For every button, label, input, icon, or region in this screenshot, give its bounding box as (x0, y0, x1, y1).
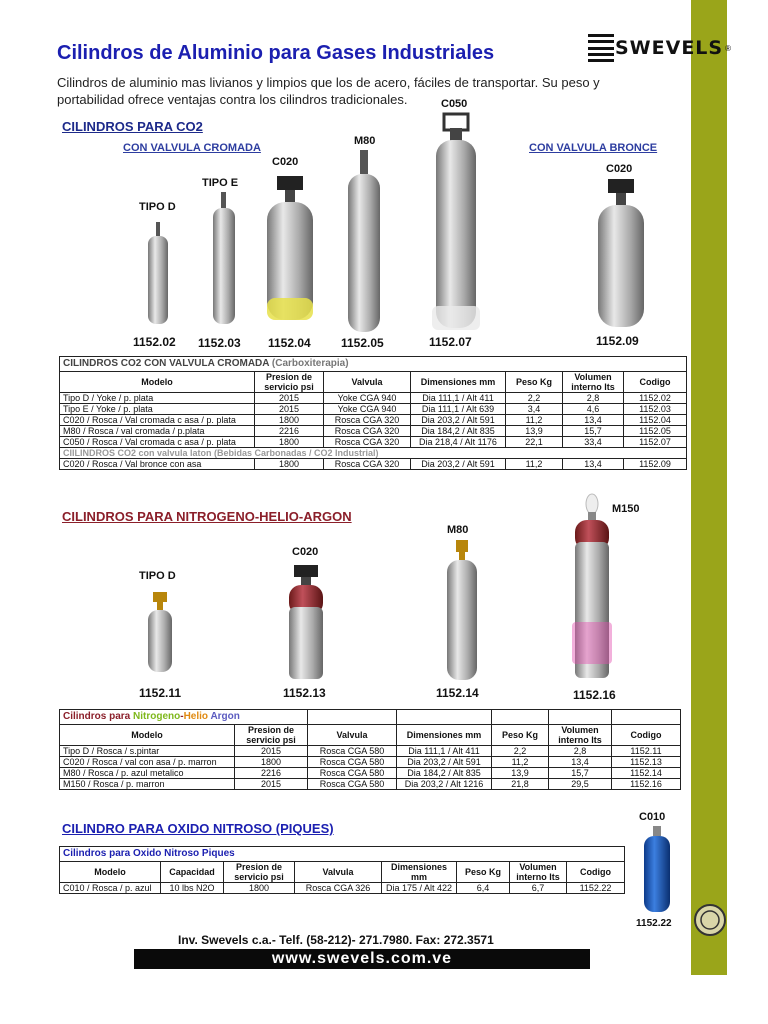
co2-section-heading: CILINDROS PARA CO2 (62, 119, 203, 134)
table-cell: 2,2 (492, 746, 549, 757)
table-cell: 2,8 (549, 746, 612, 757)
table-row (60, 426, 687, 437)
caption-part: - (180, 711, 184, 722)
table-cell: C010 / Rosca / p. azul (60, 883, 161, 894)
table-row (60, 779, 681, 790)
table-cell: 1800 (255, 459, 324, 470)
cylinder-label: TIPO D (139, 201, 176, 213)
table-cell: 1152.11 (612, 746, 681, 757)
cylinder-label: M150 (612, 503, 640, 515)
caption-helio: Helio (183, 711, 209, 722)
table-cell: 2,2 (506, 393, 563, 404)
cylinder-code: 1152.07 (429, 335, 472, 349)
table-cell: Dia 184,2 / Alt 835 (397, 768, 492, 779)
col-header: Modelo (60, 725, 235, 746)
table-cell: 13,9 (506, 426, 563, 437)
table-cell: Dia 111,1 / Alt 411 (411, 393, 506, 404)
cylinder-code: 1152.04 (268, 336, 311, 350)
nha-section-heading: CILINDROS PARA NITROGENO-HELIO-ARGON (62, 509, 352, 524)
footer-url[interactable]: www.swevels.com.ve (134, 949, 590, 969)
table-cell: Tipo D / Yoke / p. plata (60, 393, 255, 404)
warranty-seal-icon (693, 896, 727, 944)
table-cell: Dia 203,2 / Alt 591 (397, 757, 492, 768)
col-header: Valvula (324, 372, 411, 393)
table-cell: 21,8 (492, 779, 549, 790)
table-cell: 13,9 (492, 768, 549, 779)
col-header: Codigo (567, 862, 625, 883)
col-header: Volumen interno lts (549, 725, 612, 746)
table-cell: Dia 203,2 / Alt 591 (411, 415, 506, 426)
table-cell: Tipo D / Rosca / s.pintar (60, 746, 235, 757)
table-cell: 13,4 (563, 415, 624, 426)
table-cell: 15,7 (563, 426, 624, 437)
col-header: Valvula (308, 725, 397, 746)
table-row (60, 757, 681, 768)
table-cell: 1152.13 (612, 757, 681, 768)
cylinder-code: 1152.02 (133, 335, 176, 349)
table-cell: 10 lbs N2O (161, 883, 224, 894)
table-cell: 6,4 (457, 883, 510, 894)
caption-nitrogeno: Nitrogeno (133, 711, 181, 722)
brand-logo (588, 34, 731, 62)
table-cell: Rosca CGA 320 (324, 437, 411, 448)
col-header: Presion de servicio psi (255, 372, 324, 393)
table-cell: 1152.05 (624, 426, 687, 437)
table-cell: C020 / Rosca / Val cromada c asa / p. plata (60, 415, 255, 426)
table-cell: Dia 184,2 / Alt 835 (411, 426, 506, 437)
cylinder-m80-image (442, 540, 482, 682)
col-header: Presion de servicio psi (235, 725, 308, 746)
cylinder-label: C020 (606, 163, 633, 175)
cylinder-c010-image (640, 826, 674, 914)
table-cell: 1152.02 (624, 393, 687, 404)
table-cell: 1152.16 (612, 779, 681, 790)
col-header: Volumen interno lts (510, 862, 567, 883)
col-header: Dimensiones mm (397, 725, 492, 746)
col-header: Capacidad (161, 862, 224, 883)
n2o-section-heading: CILINDRO PARA OXIDO NITROSO (PIQUES) (62, 821, 334, 836)
page-title: Cilindros de Aluminio para Gases Industriales (57, 42, 495, 64)
table-caption (60, 357, 687, 372)
col-header: Dimensiones mm (411, 372, 506, 393)
table-cell: 2216 (235, 768, 308, 779)
caption-part: Cilindros para (63, 711, 134, 722)
table-cell: 1152.09 (624, 459, 687, 470)
table-cell: Rosca CGA 320 (324, 426, 411, 437)
registered-mark: ® (725, 43, 732, 53)
caption-main: CILINDROS CO2 CON VALVULA CROMADA (63, 358, 270, 369)
table-cell: Dia 203,2 / Alt 591 (411, 459, 506, 470)
co2-spec-table (59, 356, 687, 470)
col-header: Codigo (624, 372, 687, 393)
cylinder-label: C050 (441, 98, 468, 110)
table-caption: Cilindros para Oxido Nitroso Piques (60, 847, 625, 862)
cylinder-label: C020 (272, 156, 299, 168)
table-cell: 1152.22 (567, 883, 625, 894)
table-cell: 1800 (255, 437, 324, 448)
table-cell: 13,4 (563, 459, 624, 470)
table-cell: Dia 111,1 / Alt 639 (411, 404, 506, 415)
caption-paren: (Carboxiterapia) (271, 358, 349, 369)
table-row (60, 437, 687, 448)
nha-spec-table (59, 709, 681, 790)
table-cell: 11,2 (506, 415, 563, 426)
cylinder-code: 1152.22 (636, 918, 672, 929)
cylinder-m150-image (566, 492, 616, 682)
cylinder-c020-bronce-image (594, 175, 648, 331)
table-row (60, 415, 687, 426)
table-cell: 3,4 (506, 404, 563, 415)
col-header: Peso Kg (492, 725, 549, 746)
cylinder-tipo-d-image (140, 222, 176, 326)
table-cell: Tipo E / Yoke / p. plata (60, 404, 255, 415)
table-cell: 2216 (255, 426, 324, 437)
co2-sub-bronce: CON VALVULA BRONCE (529, 142, 658, 154)
cylinder-label: C010 (639, 811, 666, 823)
table-row (60, 404, 687, 415)
cylinder-c020-image (263, 172, 317, 332)
table-cell: C020 / Rosca / Val bronce con asa (60, 459, 255, 470)
table-cell: Rosca CGA 580 (308, 779, 397, 790)
col-header: Dimensiones mm (382, 862, 457, 883)
table-cell: 1152.14 (612, 768, 681, 779)
table-cell: 11,2 (506, 459, 563, 470)
table-row (60, 768, 681, 779)
table-cell: Rosca CGA 580 (308, 757, 397, 768)
col-header: Volumen interno lts (563, 372, 624, 393)
cylinder-c050-image (428, 110, 484, 336)
side-color-bar (691, 0, 727, 975)
table-row (60, 393, 687, 404)
table-cell: M80 / Rosca / p. azul metalico (60, 768, 235, 779)
table-subcaption: CIILINDROS CO2 con valvula laton (Bebidas Carbonadas / CO2 Industrial) (60, 448, 687, 459)
table-cell: 33,4 (563, 437, 624, 448)
cylinder-label: TIPO D (139, 570, 176, 582)
table-cell: 2,8 (563, 393, 624, 404)
logo-stripes-icon (588, 34, 614, 62)
table-row (60, 459, 687, 470)
table-cell: 22,1 (506, 437, 563, 448)
table-cell: 1800 (255, 415, 324, 426)
co2-sub-cromada: CON VALVULA CROMADA (123, 142, 261, 154)
table-cell: 15,7 (549, 768, 612, 779)
table-cell: Rosca CGA 320 (324, 415, 411, 426)
table-cell: Dia 111,1 / Alt 411 (397, 746, 492, 757)
cylinder-label: M80 (354, 135, 376, 147)
table-caption (60, 710, 308, 725)
col-header: Modelo (60, 372, 255, 393)
table-cell: C050 / Rosca / Val cromada c asa / p. plata (60, 437, 255, 448)
cylinder-m80-image (344, 150, 384, 334)
table-cell: Dia 175 / Alt 422 (382, 883, 457, 894)
table-cell: 2015 (255, 393, 324, 404)
table-cell: M150 / Rosca / p. marron (60, 779, 235, 790)
cylinder-label: TIPO E (202, 177, 239, 189)
table-cell: Rosca CGA 326 (295, 883, 382, 894)
brand-name: SWEVELS (615, 37, 724, 59)
col-header: Codigo (612, 725, 681, 746)
cylinder-tipo-d-image (143, 592, 177, 674)
cylinder-label: M80 (447, 524, 469, 536)
table-cell: Rosca CGA 580 (308, 768, 397, 779)
cylinder-c020-image (284, 563, 328, 681)
cylinder-label: C020 (292, 546, 319, 558)
table-row (60, 883, 625, 894)
table-cell: Rosca CGA 320 (324, 459, 411, 470)
cylinder-tipo-e-image (206, 192, 242, 326)
col-header: Peso Kg (457, 862, 510, 883)
table-cell: 1800 (235, 757, 308, 768)
n2o-spec-table (59, 846, 625, 894)
table-cell: 2015 (235, 746, 308, 757)
cylinder-code: 1152.05 (341, 336, 384, 350)
table-cell: Yoke CGA 940 (324, 404, 411, 415)
col-header: Peso Kg (506, 372, 563, 393)
col-header: Modelo (60, 862, 161, 883)
col-header: Presion de servicio psi (224, 862, 295, 883)
cylinder-code: 1152.16 (573, 688, 616, 702)
table-row (60, 746, 681, 757)
intro-text: Cilindros de aluminio mas livianos y limpios que los de acero, fáciles de transportar. Su peso y portabilidad ofrece ventajas contra los cilindros tradicionales. (57, 75, 600, 107)
cylinder-code: 1152.11 (139, 686, 182, 700)
table-cell: M80 / Rosca / val cromada / p.plata (60, 426, 255, 437)
footer-contact: Inv. Swevels c.a.- Telf. (58-212)- 271.7980. Fax: 272.3571 (178, 933, 494, 947)
table-cell: 1152.03 (624, 404, 687, 415)
table-cell: 11,2 (492, 757, 549, 768)
table-cell: 2015 (235, 779, 308, 790)
cylinder-code: 1152.03 (198, 336, 241, 350)
table-cell: C020 / Rosca / val con asa / p. marron (60, 757, 235, 768)
table-cell: 13,4 (549, 757, 612, 768)
cylinder-code: 1152.09 (596, 334, 639, 348)
table-cell: Dia 203,2 / Alt 1216 (397, 779, 492, 790)
table-cell: Yoke CGA 940 (324, 393, 411, 404)
table-cell: 1800 (224, 883, 295, 894)
caption-argon: Argon (208, 711, 240, 722)
table-cell: 1152.04 (624, 415, 687, 426)
table-cell: Rosca CGA 580 (308, 746, 397, 757)
table-cell: 2015 (255, 404, 324, 415)
table-cell: 29,5 (549, 779, 612, 790)
table-cell: 1152.07 (624, 437, 687, 448)
cylinder-code: 1152.13 (283, 686, 326, 700)
table-cell: 6,7 (510, 883, 567, 894)
cylinder-code: 1152.14 (436, 686, 479, 700)
table-cell: Dia 218,4 / Alt 1176 (411, 437, 506, 448)
table-cell: 4,6 (563, 404, 624, 415)
col-header: Valvula (295, 862, 382, 883)
